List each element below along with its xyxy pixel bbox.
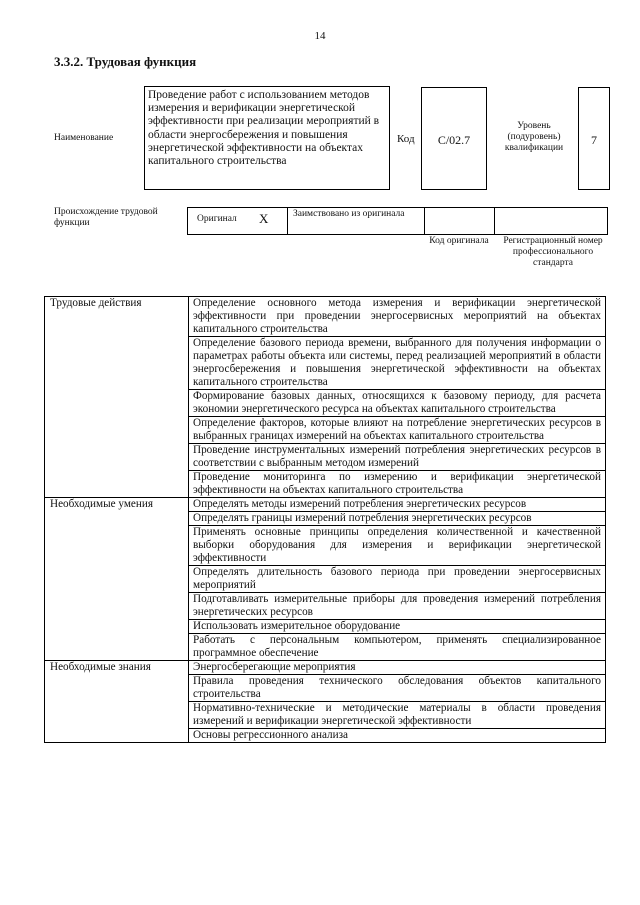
requirements-table <box>44 296 606 743</box>
list-item: Основы регрессионного анализа <box>189 729 606 743</box>
section-title: 3.3.2. Трудовая функция <box>54 54 197 69</box>
table-row <box>45 297 606 337</box>
list-item: Использовать измерительное оборудование <box>189 620 606 634</box>
level-value: 7 <box>591 133 597 147</box>
code-box <box>421 87 487 190</box>
level-box <box>578 87 610 190</box>
list-item: Определение основного метода измерения и верификации энергетической эффективности при проведении энергосервисных мероприятий на объектах капитального строительства <box>189 297 606 337</box>
table-row <box>45 661 606 675</box>
list-item: Энергосберегающие мероприятия <box>189 661 606 675</box>
code-value: С/02.7 <box>437 133 471 147</box>
list-item: Проведение мониторинга по измерению и верификации энергетической эффективности на объектах капитального строительства <box>189 471 606 498</box>
section-label: Необходимые знания <box>45 661 189 743</box>
level-label: Уровень (подуровень) квалификации <box>504 121 564 153</box>
original-label: Оригинал <box>197 214 237 224</box>
reg-number-label: Регистрационный номер профессионального стандарта <box>503 236 603 268</box>
function-name-value: Проведение работ с использованием методов измерения и верификации энергетической эффективности при реализации мероприятий в области энергосбережения и повышения энергетической эффективности на объектах капитального строительства <box>148 89 380 168</box>
divider <box>494 207 495 235</box>
list-item: Определять длительность базового периода при проведении энергосервисных мероприятий <box>189 566 606 593</box>
origin-code-label: Код оригинала <box>429 236 489 246</box>
page-number: 14 <box>314 30 326 42</box>
list-item: Правила проведения технического обследования объектов капитального строительства <box>189 675 606 702</box>
section-label: Трудовые действия <box>45 297 189 498</box>
origin-label: Происхождение трудовой функции <box>54 207 158 228</box>
list-item: Проведение инструментальных измерений потребления энергетических ресурсов в соответствии с выбранным методом измерений <box>189 444 606 471</box>
borrowed-label: Заимствовано из оригинала <box>293 209 405 219</box>
divider <box>424 207 425 235</box>
original-mark: X <box>259 211 269 226</box>
table-row <box>45 498 606 512</box>
divider <box>287 207 288 235</box>
list-item: Формирование базовых данных, относящихся к базовому периоду, для расчета экономии энергетического ресурса на объектах капитального строительства <box>189 390 606 417</box>
function-name-box <box>144 86 390 190</box>
name-label: Наименование <box>54 133 114 143</box>
code-label: Код <box>397 133 415 145</box>
list-item: Определение факторов, которые влияют на потребление энергетических ресурсов в выбранных границах измерений на объектах капитального строительства <box>189 417 606 444</box>
list-item: Определять границы измерений потребления энергетических ресурсов <box>189 512 606 526</box>
section-label: Необходимые умения <box>45 498 189 661</box>
list-item: Применять основные принципы определения количественной и качественной выборки оборудования для измерения и верификации энергетической эффективности <box>189 526 606 566</box>
list-item: Определение базового периода времени, выбранного для получения информации о параметрах работы объекта или системы, перед реализацией мероприятий в области энергосбережения и повышения энергетической эффективности на объектах капитального строительства <box>189 337 606 390</box>
list-item: Нормативно-технические и методические материалы в области проведения измерений и верификации энергетической эффективности <box>189 702 606 729</box>
list-item: Определять методы измерений потребления энергетических ресурсов <box>189 498 606 512</box>
list-item: Подготавливать измерительные приборы для проведения измерений потребления энергетических ресурсов <box>189 593 606 620</box>
list-item: Работать с персональным компьютером, применять специализированное программное обеспечение <box>189 634 606 661</box>
